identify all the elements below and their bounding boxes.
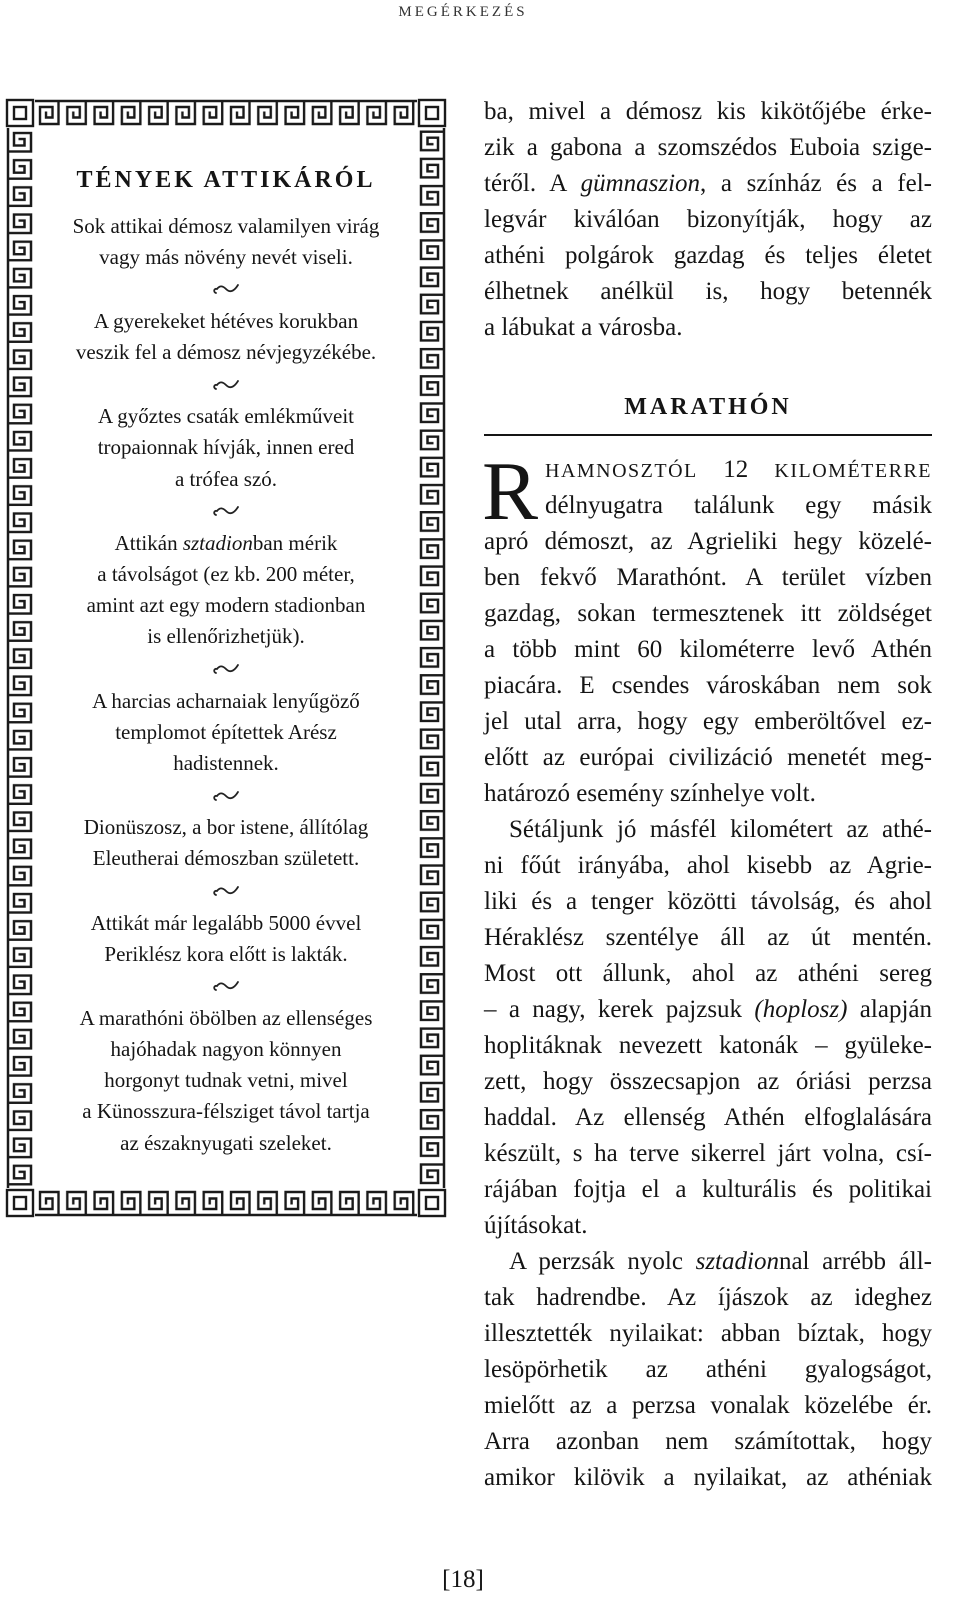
facts-box-title: TÉNYEK ATTIKÁRÓL <box>76 167 376 193</box>
body-text: téről. A <box>484 170 581 197</box>
body-line: lesöpörhetik az athéni gyalogságot, <box>484 1356 932 1383</box>
body-line: határozó esemény színhelye volt. <box>484 780 816 807</box>
fact-item <box>40 908 412 970</box>
fact-line: is ellenőrizhetjük). <box>147 624 305 649</box>
body-line: Héraklész szentélye áll az út mentén. <box>484 924 932 951</box>
body-line: újításokat. <box>484 1212 588 1239</box>
body-line: a több mint 60 kilométerre levő Athén <box>484 636 932 663</box>
italic-term: sztadion <box>695 1248 779 1275</box>
fact-line: A győztes csaták emlékműveit <box>97 404 354 429</box>
facts-box-content <box>40 164 412 1159</box>
running-header: MEGÉRKEZÉS <box>398 4 528 20</box>
body-text: A perzsák nyolc <box>509 1248 696 1275</box>
body-line: apró démoszt, az Agrieliki hegy közelé- <box>484 528 932 555</box>
body-line: élhetnek anélkül is, hogy betennék <box>484 278 932 305</box>
body-line: zik a gabona a szomszédos Euboia szige- <box>484 134 932 161</box>
fact-text: ban mérik <box>252 530 338 555</box>
body-line: haddal. Az ellenség Athén elfoglalására <box>484 1104 932 1131</box>
section-body <box>482 445 933 1496</box>
tilde-ornament-icon <box>40 653 412 686</box>
fact-italic-term: sztadion <box>182 530 253 555</box>
body-line: ni főút irányába, ahol kisebb az Agrie- <box>484 852 932 879</box>
body-line: délnyugatra találunk egy másik <box>545 492 932 519</box>
page-number: [18] <box>442 1566 484 1593</box>
fact-line: a Künosszura-félsziget távol tartja <box>82 1099 370 1124</box>
body-line: Arra azonban nem számítottak, hogy <box>484 1428 932 1455</box>
body-line: mielőtt az a perzsa vonalak közelébe ér. <box>484 1392 932 1419</box>
fact-item <box>40 686 412 780</box>
italic-term: (hoplosz) <box>754 996 848 1023</box>
body-line: a lábukat a városba. <box>484 314 683 341</box>
body-line: legvár kiválóan bizonyítják, hogy az <box>484 206 932 233</box>
fact-line: Dionüszosz, a bor istene, állítólag <box>83 815 369 840</box>
body-line: liki és a tenger közötti távolság, és ahol <box>484 888 932 915</box>
fact-line: templomot építettek Arész <box>115 719 337 744</box>
lead-text: HAMNOSZTÓL <box>545 460 724 482</box>
lead-number: 12 <box>723 456 749 483</box>
fact-line <box>40 528 412 559</box>
fact-line: A gyerekeket hétéves korukban <box>93 308 359 333</box>
lead-text: KILOMÉTERRE <box>748 460 932 482</box>
fact-line: A marathóni öbölben az ellenséges <box>79 1005 373 1030</box>
fact-item <box>40 211 412 273</box>
body-line <box>484 992 932 1028</box>
fact-line: Periklész kora előtt is lakták. <box>104 941 348 966</box>
body-line: amikor kilövik a nyilaikat, az athéniak <box>484 1464 932 1491</box>
heading-rule <box>484 434 932 436</box>
drop-cap: R <box>482 445 539 538</box>
fact-line: vagy más növény nevét viseli. <box>99 244 353 269</box>
body-text: – a nagy, kerek pajzsuk <box>484 996 755 1023</box>
lead-smallcaps-line <box>545 452 932 488</box>
body-line: előtt az európai civilizáció menetét meg- <box>484 744 932 771</box>
body-line: piacára. E csendes városkában nem sok <box>484 672 932 699</box>
fact-item <box>40 528 412 653</box>
body-line <box>484 1244 932 1280</box>
tilde-ornament-icon <box>40 495 412 528</box>
body-line: Most ott állunk, ahol az athéni sereg <box>484 960 932 987</box>
body-line: athéni polgárok gazdag és teljes életet <box>484 242 932 269</box>
fact-line: horgonyt tudnak vetni, mivel <box>104 1068 348 1093</box>
fact-text: Attikán <box>114 530 183 555</box>
fact-line: amint azt egy modern stadionban <box>86 593 366 618</box>
fact-line: tropaionnak hívják, innen ered <box>97 435 355 460</box>
fact-item <box>40 306 412 368</box>
tilde-ornament-icon <box>40 273 412 306</box>
tilde-ornament-icon <box>40 368 412 401</box>
intro-text <box>484 94 932 346</box>
fact-line: az északnyugati szeleket. <box>120 1130 332 1155</box>
fact-line: Attikát már legalább 5000 évvel <box>90 910 362 935</box>
fact-line: a trófea szó. <box>174 466 278 491</box>
tilde-ornament-icon <box>40 970 412 1003</box>
body-line: rájában fojtja el a kulturális és politikai <box>484 1176 932 1203</box>
body-line: tak hadrendbe. Az íjászok az ideghez <box>484 1284 932 1311</box>
body-line: készült, s ha terve sikerrel járt volna, csí- <box>484 1140 932 1167</box>
body-text: nal arrébb áll- <box>778 1248 933 1275</box>
fact-line: Sok attikai démosz valamilyen virág <box>72 213 380 238</box>
fact-item <box>40 1003 412 1159</box>
body-text: , a színház és a fel- <box>700 170 932 197</box>
tilde-ornament-icon <box>40 875 412 908</box>
body-line: ben fekvő Marathónt. A terület vízben <box>484 564 932 591</box>
body-line: ba, mivel a démosz kis kikötőjébe érke- <box>484 98 932 125</box>
tilde-ornament-icon <box>40 779 412 812</box>
fact-line: Eleutherai démoszban született. <box>92 846 360 871</box>
body-line: jel utal arra, hogy egy emberöltővel ez- <box>484 708 932 735</box>
body-line: Sétáljunk jó másfél kilométert az athé- <box>509 816 932 843</box>
body-line: gazdag, sokan termesztenek itt zöldséget <box>484 600 932 627</box>
fact-item <box>40 401 412 495</box>
fact-item <box>40 812 412 874</box>
body-line: illesztették nyilaikat: abban bíztak, hogy <box>484 1320 932 1347</box>
section-heading: MARATHÓN <box>624 394 792 420</box>
body-text: alapján <box>847 996 932 1023</box>
body-line <box>484 166 932 202</box>
fact-line: A harcias acharnaiak lenyűgöző <box>92 688 360 713</box>
italic-term: gümnaszion <box>580 170 701 197</box>
fact-line: hadistennek. <box>173 750 279 775</box>
fact-line: hajóhadak nagyon könnyen <box>110 1037 342 1062</box>
fact-line: veszik fel a démosz névjegyzékébe. <box>75 340 377 365</box>
fact-line: a távolságot (ez kb. 200 méter, <box>97 562 355 586</box>
body-line: zett, hogy összecsapjon az óriási perzsa <box>484 1068 932 1095</box>
body-line: hoplitáknak nevezett katonák – gyüleke- <box>484 1032 932 1059</box>
